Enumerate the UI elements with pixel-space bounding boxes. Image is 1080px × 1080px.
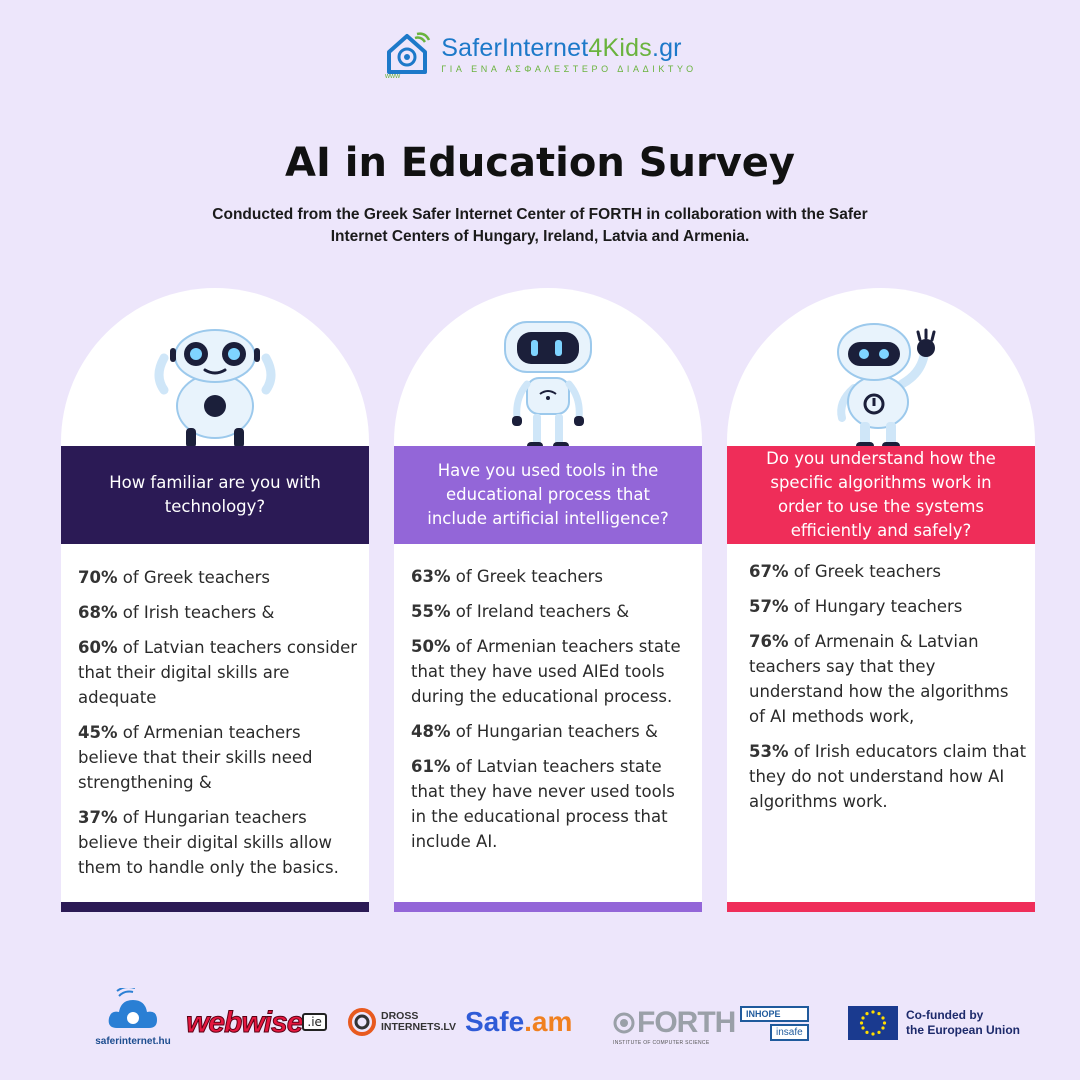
brand-logo	[0, 30, 1080, 78]
stat-item: 45% of Armenian teachers believe that their skills need strengthening &	[78, 723, 313, 792]
saferinternet-hu-logo	[88, 988, 178, 1047]
brand-name	[441, 34, 681, 63]
survey-card-algorithms	[727, 288, 1035, 912]
dross-emblem-icon	[348, 1008, 376, 1036]
stats-list	[749, 559, 1029, 824]
partner-logos	[0, 990, 1080, 1060]
stat-item: 53% of Irish educators claim that they do not understand how AI algorithms work.	[749, 742, 1027, 811]
brand-name-main: SaferInternet	[441, 34, 589, 62]
stats-list	[411, 564, 691, 864]
brand-tagline: ΓΙΑ ΕΝΑ ΑΣΦΑΛΕΣΤΕΡΟ ΔΙΑΔΙΚΤΥΟ	[441, 64, 697, 74]
question-banner: Do you understand how the specific algorithms work in order to use the systems efficiently and safely?	[727, 446, 1035, 544]
saferinternet-hu-label: saferinternet.hu	[95, 1036, 171, 1047]
robot-standing-icon	[493, 318, 603, 458]
brand-name-accent: 4Kids	[588, 34, 652, 62]
inhope-insafe-logo: INHOPE insafe	[740, 1006, 809, 1041]
robot-hand-up-icon	[816, 318, 946, 457]
question-banner: Have you used tools in the educational process that include artificial intelligence?	[394, 446, 702, 544]
stats-list	[78, 565, 358, 890]
stat-item: 70% of Greek teachers	[78, 568, 270, 587]
dross-logo: DROSS INTERNETS.LV	[348, 1008, 456, 1036]
question-banner: How familiar are you with technology?	[61, 446, 369, 544]
stat-item: 68% of Irish teachers &	[78, 603, 275, 622]
card-footer-bar	[61, 902, 369, 912]
cloud-icon	[105, 988, 161, 1032]
webwise-logo: webwise .ie	[186, 1006, 327, 1040]
survey-card-familiarity	[61, 288, 369, 912]
card-footer-bar	[727, 902, 1035, 912]
page-title: AI in Education Survey	[284, 140, 796, 186]
page-subtitle: Conducted from the Greek Safer Internet Center of FORTH in collaboration with the Safer Internet Centers of Hungary, Ireland, Latvia and Armenia.	[212, 206, 868, 245]
house-at-icon	[383, 30, 431, 78]
stat-item: 48% of Hungarian teachers &	[411, 722, 658, 741]
safe-am-logo: Safe.am	[465, 1006, 573, 1037]
forth-logo: FORTH INSTITUTE OF COMPUTER SCIENCE	[613, 1006, 736, 1046]
forth-globe-icon	[613, 1012, 635, 1034]
stat-item: 57% of Hungary teachers	[749, 597, 963, 616]
survey-card-ai-tools	[394, 288, 702, 912]
robot-waving-icon	[150, 328, 280, 457]
stat-item: 61% of Latvian teachers state that they have never used tools in the educational process that include AI.	[411, 757, 675, 851]
stat-item: 50% of Armenian teachers state that they have used AIEd tools during the educational process.	[411, 637, 681, 706]
eu-cofunded-logo: Co-funded by the European Union	[848, 1006, 1020, 1040]
stat-item: 76% of Armenain & Latvian teachers say that they understand how the algorithms of AI methods work,	[749, 632, 1009, 726]
www-label: www	[385, 73, 401, 78]
stat-item: 63% of Greek teachers	[411, 567, 603, 586]
eu-flag-icon	[848, 1006, 898, 1040]
stat-item: 67% of Greek teachers	[749, 562, 941, 581]
brand-name-suffix: .gr	[651, 34, 682, 62]
stat-item: 60% of Latvian teachers consider that their digital skills are adequate	[78, 638, 358, 707]
stat-item: 55% of Ireland teachers &	[411, 602, 630, 621]
card-footer-bar	[394, 902, 702, 912]
stat-item: 37% of Hungarian teachers believe their digital skills allow them to handle only the basics.	[78, 808, 339, 877]
